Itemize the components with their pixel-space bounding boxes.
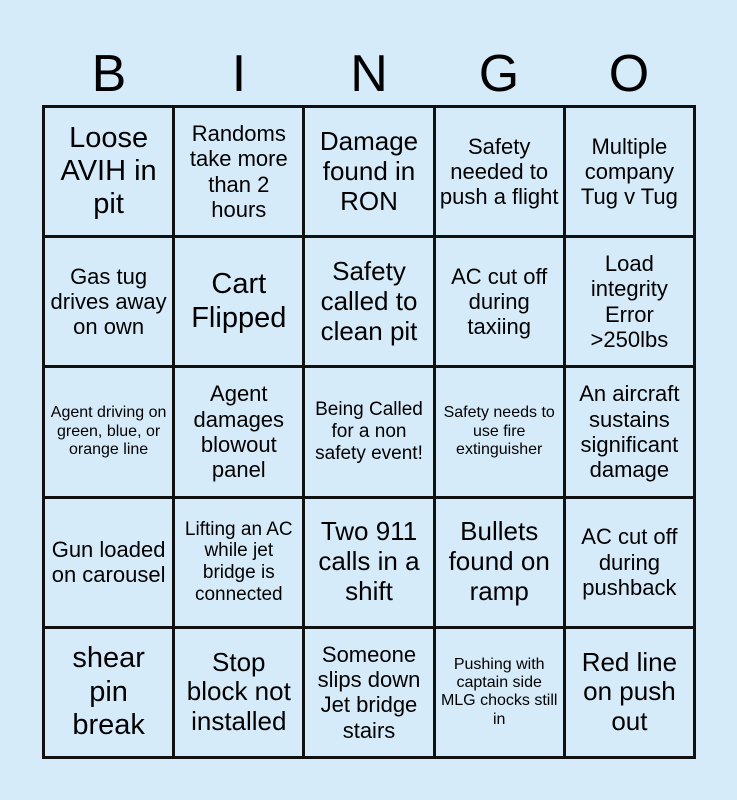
bingo-cell-r1c3[interactable]: Damage found in RON (305, 108, 432, 235)
bingo-header (44, 44, 694, 104)
bingo-cell-r2c4[interactable]: AC cut off during taxiing (436, 238, 563, 365)
bingo-cell-r4c1[interactable]: Gun loaded on carousel (45, 499, 172, 626)
bingo-cell-r4c3[interactable]: Two 911 calls in a shift (305, 499, 432, 626)
bingo-cell-r2c2[interactable]: Cart Flipped (175, 238, 302, 365)
bingo-cell-r5c2[interactable]: Stop block not installed (175, 629, 302, 756)
header-letter-n: N (350, 45, 388, 103)
bingo-cell-r2c5[interactable]: Load integrity Error >250lbs (566, 238, 693, 365)
bingo-cell-r5c3[interactable]: Someone slips down Jet bridge stairs (305, 629, 432, 756)
header-letter-b: B (91, 45, 127, 103)
bingo-cell-r5c5[interactable]: Red line on push out (566, 629, 693, 756)
bingo-cell-r3c4[interactable]: Safety needs to use fire extinguisher (436, 368, 563, 495)
bingo-cell-r4c2[interactable]: Lifting an AC while jet bridge is connected (175, 499, 302, 626)
header-letter-i: I (231, 45, 247, 103)
header-letter-o: O (608, 45, 650, 103)
bingo-cell-r1c1[interactable]: Loose AVIH in pit (45, 108, 172, 235)
bingo-cell-r5c4[interactable]: Pushing with captain side MLG chocks still in (436, 629, 563, 756)
bingo-cell-r5c1[interactable]: shear pin break (45, 629, 172, 756)
bingo-cell-r3c1[interactable]: Agent driving on green, blue, or orange line (45, 368, 172, 495)
bingo-cell-r1c4[interactable]: Safety needed to push a flight (436, 108, 563, 235)
header-letter-g: G (478, 45, 520, 103)
bingo-cell-r2c1[interactable]: Gas tug drives away on own (45, 238, 172, 365)
bingo-board (42, 105, 696, 759)
bingo-cell-r3c2[interactable]: Agent damages blowout panel (175, 368, 302, 495)
bingo-cell-r4c5[interactable]: AC cut off during pushback (566, 499, 693, 626)
bingo-cell-r3c3[interactable]: Being Called for a non safety event! (305, 368, 432, 495)
bingo-cell-r1c5[interactable]: Multiple company Tug v Tug (566, 108, 693, 235)
bingo-cell-r1c2[interactable]: Randoms take more than 2 hours (175, 108, 302, 235)
bingo-cell-r2c3[interactable]: Safety called to clean pit (305, 238, 432, 365)
bingo-cell-r3c5[interactable]: An aircraft sustains significant damage (566, 368, 693, 495)
bingo-cell-r4c4[interactable]: Bullets found on ramp (436, 499, 563, 626)
